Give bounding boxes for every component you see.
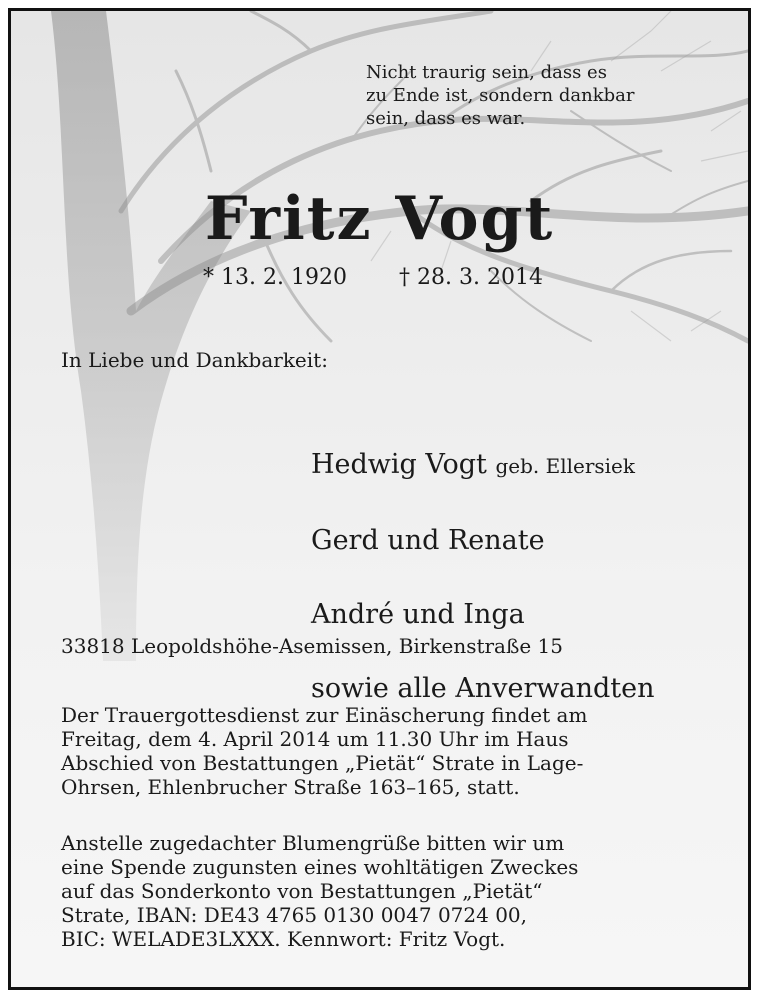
- family-list: [311, 409, 654, 744]
- mourning-address: 33818 Leopoldshöhe-Asemissen, Birkenstraße 15: [61, 634, 563, 658]
- family-line-2: Gerd und Renate: [311, 525, 545, 556]
- family-line-1: [311, 446, 654, 485]
- family-maiden-name: geb. Ellersiek: [495, 454, 635, 478]
- deceased-name: Fritz Vogt: [204, 184, 555, 254]
- family-name-hedwig: Hedwig Vogt: [311, 449, 487, 480]
- death-date: † 28. 3. 2014: [399, 265, 543, 290]
- family-line-4: sowie alle Anverwandten: [311, 673, 655, 704]
- family-line-3: André und Inga: [311, 599, 525, 630]
- memorial-quote: Nicht traurig sein, dass es zu Ende ist, sondern dankbar sein, dass es war.: [366, 62, 635, 129]
- service-announcement: Der Trauergottesdienst zur Einäscherung findet am Freitag, dem 4. April 2014 um 11.30 Uhr im Haus Abschied von Bestattungen „Pietät“ Strate in Lage- Ohrsen, Ehlenbrucher Straße 163–165, statt.: [61, 703, 588, 799]
- donation-request: Anstelle zugedachter Blumengrüße bitten wir um eine Spende zugunsten eines wohltätigen Zweckes auf das Sonderkonto von Bestattungen „Pietät“ Strate, IBAN: DE43 4765 0130 0047 0724 00, BIC: WELADE3LXXX. Kennwort: Fritz Vogt.: [61, 831, 579, 951]
- birth-date: * 13. 2. 1920: [203, 265, 347, 290]
- dedication-intro: In Liebe und Dankbarkeit:: [61, 348, 328, 372]
- obituary-card: [8, 8, 751, 990]
